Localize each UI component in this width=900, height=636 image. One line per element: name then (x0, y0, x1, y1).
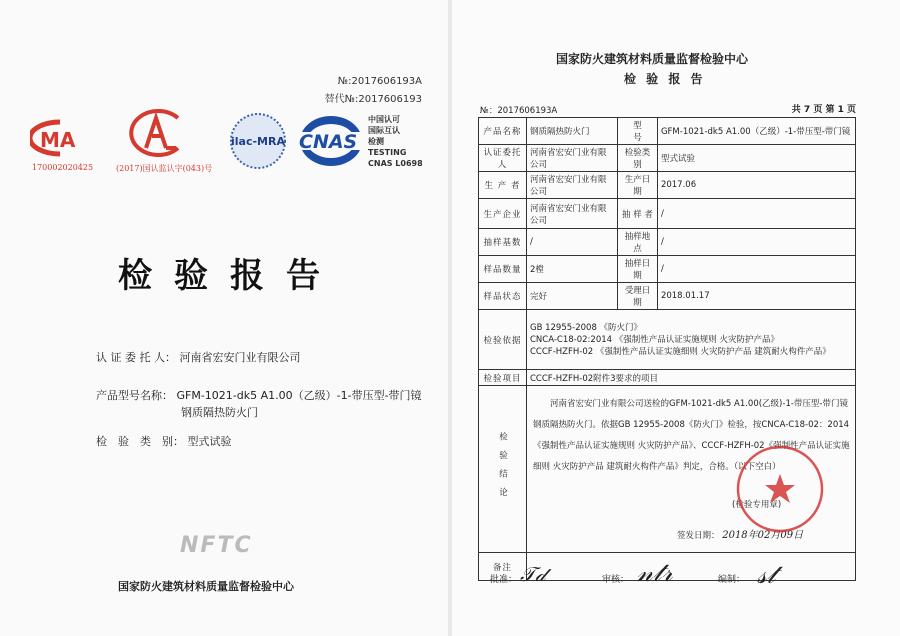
cma-logo (30, 118, 100, 162)
row-label: 抽 样 者 (617, 199, 657, 229)
table-row (479, 283, 856, 310)
row-value: 钢质隔热防火门 (527, 118, 618, 145)
row-label: 受理日期 (617, 283, 657, 310)
ilac-mra-logo (228, 112, 288, 174)
issue-date: 2018年02月09日 (722, 530, 804, 541)
row-value: 型式试验 (657, 145, 855, 172)
row-label: 样品数量 (479, 256, 527, 283)
cover-title: 检验报告 (118, 256, 342, 296)
row-value: / (657, 199, 855, 229)
table-row (479, 172, 856, 199)
row-value: CCCF-HZFH-02附件3要求的项目 (527, 370, 856, 386)
row-value: / (657, 229, 855, 256)
reviewer-signature: 𝓃𝓉𝓇 (637, 558, 673, 588)
cnas-text-line: CNAS L0698 (368, 159, 423, 168)
row-value: 2樘 (527, 256, 618, 283)
approver-signature: 𝒯𝒹 (520, 562, 546, 586)
row-label: 备注 (479, 553, 527, 581)
field-product (96, 387, 422, 403)
svg-text:ilac-MRA: ilac-MRA (231, 135, 285, 148)
field-label: 检 验 类 别： (96, 435, 184, 448)
nftc-logo: NFTC (180, 533, 253, 558)
report-number: №：2017606193A (480, 106, 558, 116)
row-label: 检验类别 (617, 145, 657, 172)
approve-label: 批准： (490, 575, 518, 585)
table-row (479, 199, 856, 229)
row-label: 抽样地点 (617, 229, 657, 256)
basis-list (527, 310, 856, 370)
row-label: 检验项目 (479, 370, 527, 386)
seal-note: (检验专用章) (732, 500, 782, 510)
report-number: №:2017606193A (337, 76, 422, 87)
row-label: 产品名称 (479, 118, 527, 145)
compiler-signature: 𝓈𝓉 (757, 560, 776, 590)
official-seal (735, 444, 825, 534)
remarks-value (527, 553, 856, 581)
replace-number: 替代№:2017606193 (324, 94, 422, 105)
cnas-text-line: TESTING (368, 148, 407, 157)
review-label: 审核： (602, 575, 630, 585)
conclusion-cell (527, 386, 856, 553)
field-label: 认 证 委 托 人： (96, 351, 176, 364)
table-row (479, 118, 856, 145)
page-title: 检 验 报 告 (624, 72, 706, 86)
table-row-basis (479, 310, 856, 370)
row-label: 抽样日期 (617, 256, 657, 283)
cover-footer-org: 国家防火建筑材料质量监督检验中心 (118, 580, 294, 593)
table-row (479, 256, 856, 283)
row-value: / (527, 229, 618, 256)
field-client (96, 349, 301, 365)
report-cover-page (0, 0, 448, 636)
org-header: 国家防火建筑材料质量监督检验中心 (556, 52, 749, 66)
row-label: 抽样基数 (479, 229, 527, 256)
field-product-line2: 钢质隔热防火门 (181, 406, 258, 419)
field-value: 河南省宏安门业有限公司 (179, 351, 301, 364)
cnas-text-line: 国际互认 (368, 126, 400, 135)
cnas-text-line: 中国认可 (368, 115, 400, 124)
svg-text:MA: MA (40, 128, 76, 152)
page-count: 共 7 页 第 1 页 (791, 105, 856, 115)
row-label: 检验依据 (479, 310, 527, 370)
cnas-text-line: 检测 (368, 137, 384, 146)
table-row-items (479, 370, 856, 386)
basis-item: CCCF-HZFH-02 《强制性产品认证实施细则 火灾防护产品 建筑耐火构件产品》 (530, 346, 831, 357)
row-label: 检验结论 (479, 386, 527, 553)
row-value: / (657, 256, 855, 283)
cnas-accreditation-text (368, 114, 423, 169)
report-table (478, 117, 856, 581)
row-value: 完好 (527, 283, 618, 310)
basis-item: GB 12955-2008 《防火门》 (530, 322, 643, 333)
cma-number: 170002020425 (32, 163, 94, 172)
conclusion-text: 河南省宏安门业有限公司送检的GFM-1021-dk5 A1.00(乙级)-1-带压型-带门镜钢质隔热防火门。依据GB 12955-2008《防火门》检验，按CNCA-C18-02：2014《强制性产品认证实施规则 火灾防护产品》、CCCF-HZFH-02《强制性产品认证实施细则 火灾防护产品 建筑耐火构件产品》判定，合格。（以下空白） (533, 399, 850, 472)
row-label: 生产企业 (479, 199, 527, 229)
field-label: 产品型号名称： (96, 389, 173, 402)
row-value: 河南省宏安门业有限公司 (527, 145, 618, 172)
row-value: 河南省宏安门业有限公司 (527, 199, 618, 229)
row-value: 2017.06 (657, 172, 855, 199)
cal-logo (128, 108, 188, 162)
field-test-type (96, 433, 232, 449)
row-value: 2018.01.17 (657, 283, 855, 310)
row-label: 生 产 者 (479, 172, 527, 199)
field-value: GFM-1021-dk5 A1.00（乙级）-1-带压型-带门镜 (176, 389, 422, 402)
row-label: 型 号 (617, 118, 657, 145)
row-label: 认证委托人 (479, 145, 527, 172)
table-row-conclusion (479, 386, 856, 553)
report-detail-page (452, 0, 900, 636)
cnas-logo (298, 114, 364, 172)
row-label: 生产日期 (617, 172, 657, 199)
row-value: 河南省宏安门业有限公司 (527, 172, 618, 199)
cal-caption: (2017)国认监认字(043)号 (116, 164, 213, 173)
compile-label: 编制： (718, 575, 746, 585)
basis-item: CNCA-C18-02:2014 《强制性产品认证实施规则 火灾防护产品》 (530, 334, 779, 345)
table-row (479, 229, 856, 256)
table-row (479, 145, 856, 172)
svg-text:CNAS: CNAS (299, 131, 358, 153)
issue-label: 签发日期： (677, 531, 720, 541)
field-value: 型式试验 (187, 435, 232, 448)
row-value: GFM-1021-dk5 A1.00（乙级）-1-带压型-带门镜 (657, 118, 855, 145)
row-label: 样品状态 (479, 283, 527, 310)
